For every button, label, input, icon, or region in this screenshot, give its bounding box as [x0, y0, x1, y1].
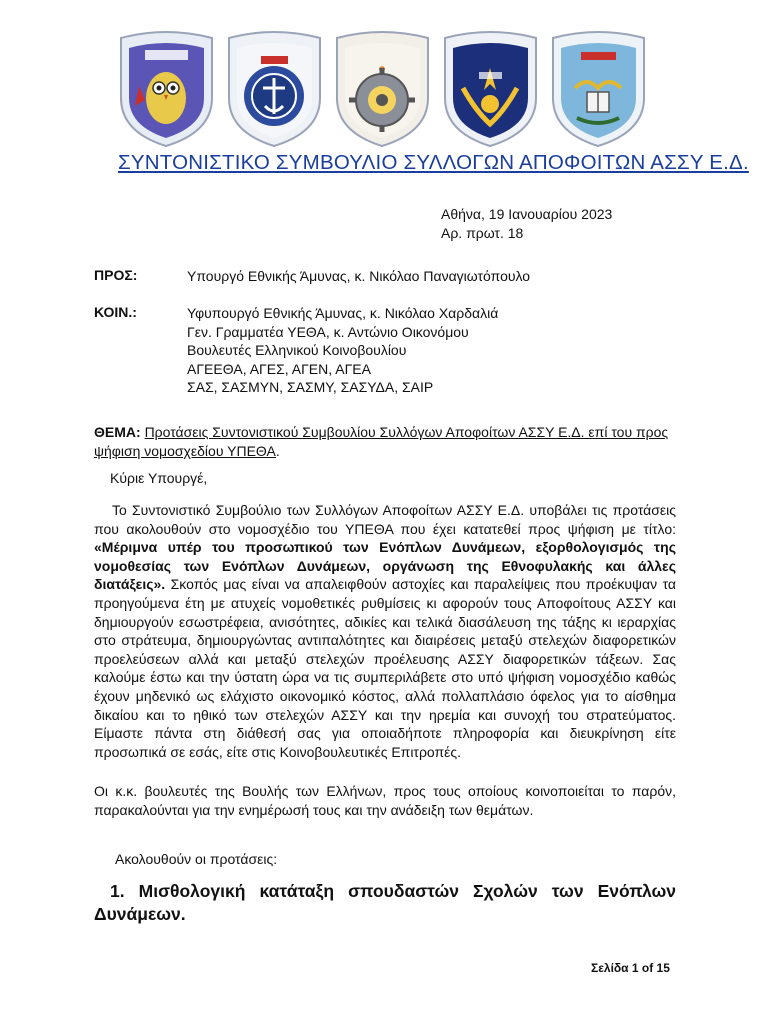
mp-paragraph: Οι κ.κ. βουλευτές της Βουλής των Ελλήνων, προς τους οποίους κοινοποιείται το παρόν, παρακαλούνται για την ενημέρωσή τους και την ανάδειξη των θεμάτων. — [94, 783, 676, 818]
bill-title: «Μέριμνα υπέρ του προσωπικού των Ενόπλων Δυνάμεων, εξορθολογισμός της νομοθεσίας των Ενόπλων Δυνάμεων, οργάνωση της Εθνοφυλακής και άλλες διατάξεις». — [94, 539, 676, 593]
gear-emblem-icon — [331, 28, 434, 150]
page-number: Σελίδα 1 of 15 — [591, 961, 670, 975]
cc-label: ΚΟΙΝ.: — [94, 304, 137, 320]
proposals-intro: Ακολουθούν οι προτάσεις: — [115, 851, 278, 867]
date-block — [441, 205, 612, 243]
subject-text: Προτάσεις Συντονιστικού Συμβουλίου Συλλόγων Αποφοίτων ΑΣΣΥ Ε.Δ. επί του προς ψήφιση νομοσχεδίου ΥΠΕΘΑ — [94, 424, 669, 459]
cc-recipient: ΣΑΣ, ΣΑΣΜΥΝ, ΣΑΣΜΥ, ΣΑΣΥΔΑ, ΣΑΙΡ — [187, 379, 434, 395]
to-recipient: Υπουργό Εθνικής Άμυνας, κ. Νικόλαο Παναγιωτόπουλο — [187, 268, 531, 284]
cc-recipient: Βουλευτές Ελληνικού Κοινοβουλίου — [187, 342, 407, 358]
letter-date: Αθήνα, 19 Ιανουαρίου 2023 — [441, 206, 613, 222]
to-label: ΠΡΟΣ: — [94, 267, 138, 283]
body-paragraph-text: Το Συντονιστικό Συμβούλιο των Συλλόγων Αποφοίτων ΑΣΣΥ Ε.Δ. υποβάλει τις προτάσεις που ακολουθούν στο νομοσχέδιο του ΥΠΕΘΑ που έχει κατατεθεί προς ψήφιση με τίτλο: — [94, 502, 676, 537]
protocol-number: Αρ. πρωτ. 18 — [441, 225, 524, 241]
owl-emblem-icon — [115, 28, 218, 150]
navy-emblem-icon — [223, 28, 326, 150]
subject-label: ΘΕΜΑ: — [94, 424, 141, 440]
body-paragraph — [94, 501, 676, 761]
section-heading: 1. Μισθολογική κατάταξη σπουδαστών Σχολών των Ενόπλων Δυνάμεων. — [94, 881, 676, 924]
cc-list — [187, 304, 498, 397]
body-paragraph-text: Σκοπός μας είναι να απαλειφθούν αστοχίες και παραλείψεις που προέκυψαν τα προηγούμενα έτη με ατυχείς νομοθετικές ρυθμίσεις κι αφορούν τους Αποφοίτους ΑΣΣΥ και δημιουργούν εσωστρέφεια, ανισότητες, αδικίες και τελικά διασάλευση της τάξης κι ιεραρχίας στο στράτευμα, δημιουργώντας αντιπαλότητες και διαιρέσεις μεταξύ στελεχών διαφορετικών προελεύσεων αλλά και μεταξύ στελεχών προέλευσης ΑΣΣΥ διαφορετικών τάξεων. Σας καλούμε έστω και την ύστατη ώρα να τις συμπεριλάβετε στο υπό ψήφιση νομοσχέδιο καθώς έχουν μηδενικό ως ελάχιστο οικονομικό κόστος, αλλά πολλαπλάσιο όφελος για το αίσθημα δικαίου και το ηθικό των στελεχών ΑΣΣΥ και την ηρεμία και συνοχή του στρατεύματος. Είμαστε πάντα στη διάθεσή σας για οποιαδήποτε πληροφορία και διευκρίνηση είτε προσωπικά σε εσάς, είτε στις Κοινοβουλευτικές Επιτροπές. — [94, 576, 676, 760]
cc-recipient: Γεν. Γραμματέα ΥΕΘΑ, κ. Αντώνιο Οικονόμου — [187, 323, 469, 340]
subject-line: ΘΕΜΑ: Προτάσεις Συντονιστικού Συμβουλίου Συλλόγων Αποφοίτων ΑΣΣΥ Ε.Δ. επί του προς ψήφιση νομοσχεδίου ΥΠΕΘΑ. — [94, 424, 669, 459]
council-title: ΣΥΝΤΟΝΙΣΤΙΚΟ ΣΥΜΒΟΥΛΙΟ ΣΥΛΛΟΓΩΝ ΑΠΟΦΟΙΤΩΝ ΑΣΣΥ Ε.Δ. — [118, 151, 749, 174]
school-emblem-icon — [547, 28, 650, 150]
cc-recipient: ΑΓΕΕΘΑ, ΑΓΕΣ, ΑΓΕΝ, ΑΓΕΑ — [187, 360, 371, 377]
emblem-row — [115, 28, 650, 150]
greeting: Κύριε Υπουργέ, — [110, 470, 208, 486]
air-emblem-icon — [439, 28, 542, 150]
cc-recipient: Υφυπουργό Εθνικής Άμυνας, κ. Νικόλαο Χαρδαλιά — [187, 305, 499, 321]
